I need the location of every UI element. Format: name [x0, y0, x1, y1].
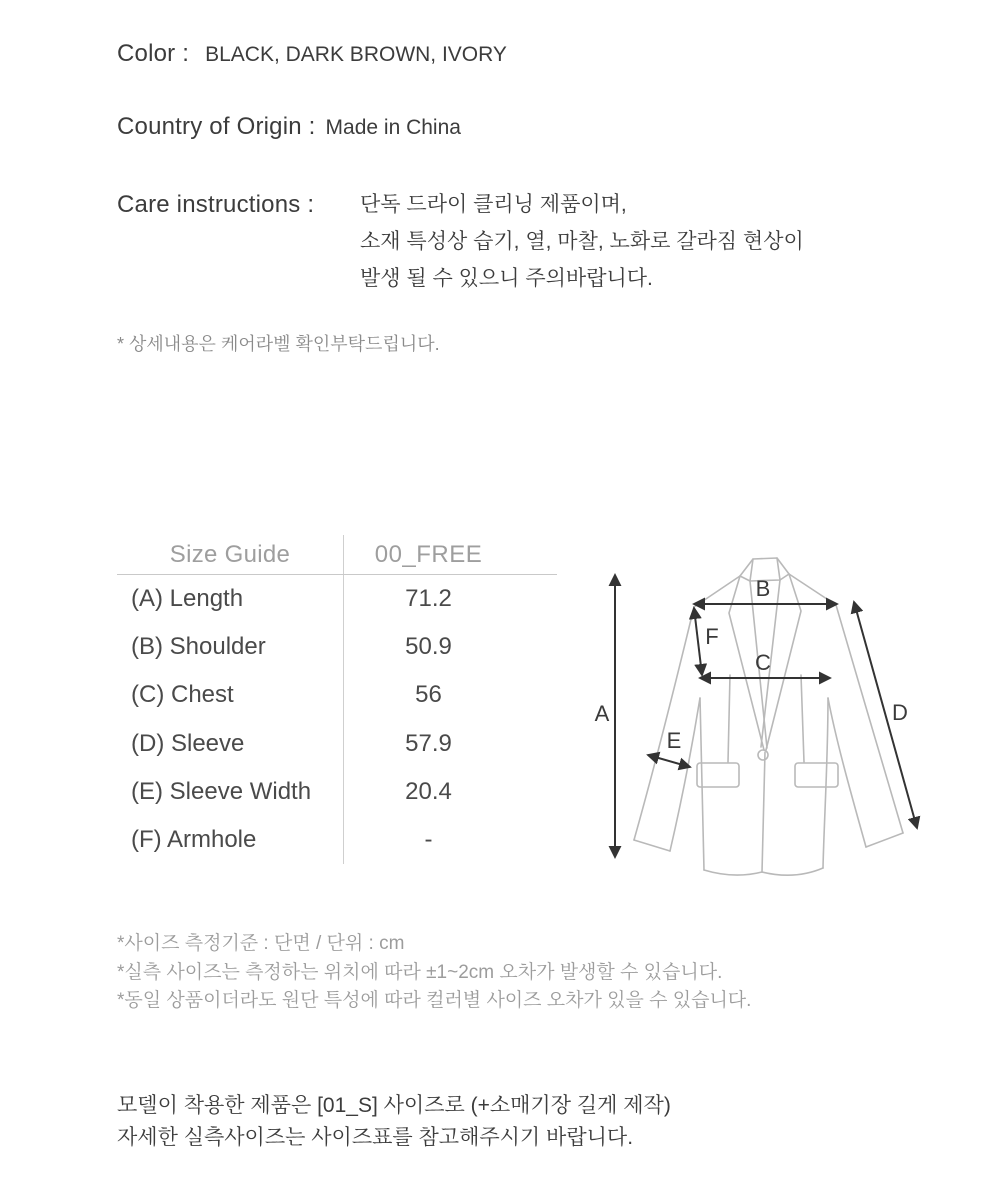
table-row	[117, 720, 557, 768]
care-line-2: 소재 특성상 습기, 열, 마찰, 노화로 갈라짐 현상이	[360, 230, 804, 253]
table-row	[117, 816, 557, 864]
size-guide-title: Size Guide	[169, 540, 291, 568]
measure-value: 71.2	[343, 575, 513, 623]
diagram-label-c: C	[755, 650, 771, 675]
measure-value: 57.9	[343, 720, 513, 768]
size-guide-table	[117, 535, 557, 864]
origin-row	[117, 113, 461, 141]
measure-label: (D) Sleeve	[131, 729, 245, 757]
size-guide-header	[117, 535, 557, 575]
size-note-3: *동일 상품이더라도 원단 특성에 따라 컬러별 사이즈 오차가 있을 수 있습니다.	[117, 990, 752, 1011]
arrow-armhole-f	[694, 608, 702, 675]
measure-value: -	[343, 816, 513, 864]
model-info-line-1: 모델이 착용한 제품은 [01_S] 사이즈로 (+소매기장 길게 제작)	[117, 1094, 671, 1117]
measure-label: (C) Chest	[131, 681, 234, 709]
measure-value: 50.9	[343, 623, 513, 671]
color-value: BLACK, DARK BROWN, IVORY	[205, 43, 507, 66]
measure-label: (E) Sleeve Width	[131, 777, 312, 805]
diagram-label-e: E	[666, 728, 682, 753]
origin-label: Country of Origin :	[117, 113, 316, 140]
size-notes	[117, 930, 751, 1016]
model-info-line-2: 자세한 실측사이즈는 사이즈표를 참고해주시기 바랍니다.	[117, 1126, 634, 1149]
diagram-label-a: A	[594, 701, 610, 726]
table-row	[117, 623, 557, 671]
diagram-label-b: B	[755, 576, 771, 601]
table-row	[117, 768, 557, 816]
color-row	[117, 40, 507, 68]
jacket-measurement-diagram	[590, 550, 1004, 880]
origin-value: Made in China	[325, 116, 461, 139]
model-size-info	[117, 1090, 671, 1154]
care-note: * 상세내용은 케어라벨 확인부탁드립니다.	[117, 334, 440, 354]
diagram-label-d: D	[892, 700, 908, 725]
measure-label: (F) Armhole	[131, 826, 257, 854]
care-line-3: 발생 될 수 있으니 주의바랍니다.	[360, 267, 653, 290]
table-row	[117, 671, 557, 719]
color-label: Color :	[117, 40, 190, 67]
size-column-header: 00_FREE	[343, 535, 513, 574]
size-note-1: *사이즈 측정기준 : 단면 / 단위 : cm	[117, 933, 405, 954]
table-row	[117, 575, 557, 623]
jacket-diagram-svg	[590, 550, 1004, 880]
measure-label: (B) Shoulder	[131, 633, 266, 661]
measure-label: (A) Length	[131, 585, 244, 613]
diagram-label-f: F	[705, 624, 719, 649]
jacket-outline	[634, 558, 903, 875]
care-row	[117, 186, 804, 297]
care-line-1: 단독 드라이 클리닝 제품이며,	[360, 193, 627, 216]
measure-value: 20.4	[343, 768, 513, 816]
measurement-arrows	[615, 575, 917, 857]
measure-value: 56	[343, 671, 513, 719]
size-note-2: *실측 사이즈는 측정하는 위치에 따라 ±1~2cm 오차가 발생할 수 있습니다.	[117, 961, 723, 983]
care-label: Care instructions :	[117, 191, 315, 218]
care-text	[360, 186, 804, 297]
